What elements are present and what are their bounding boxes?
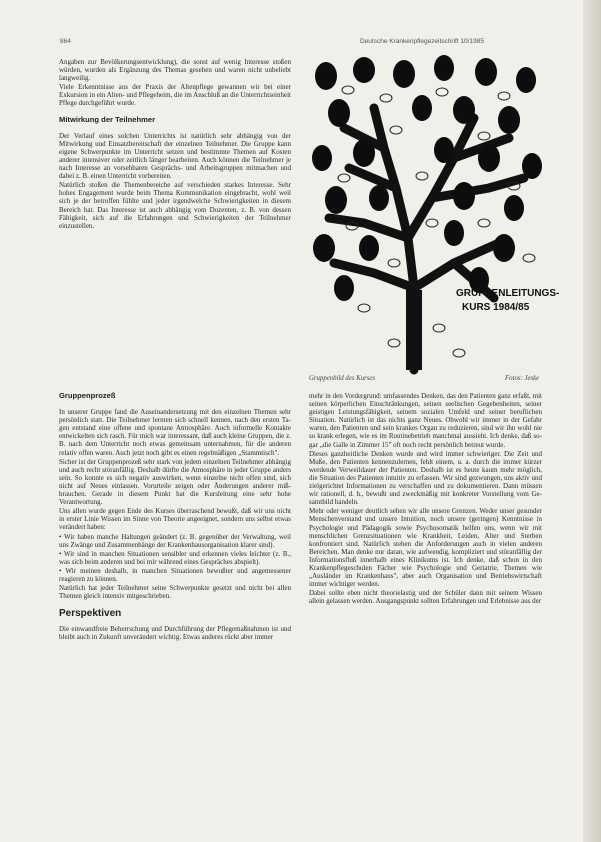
- bullet-item: • Wir sind in manchen Situationen sensibler und erkennen vieles leichter (z. B., was sich beim anderen und bei mir während eines Gespräches abspielt).: [59, 549, 291, 566]
- section-heading: Mitwirkung der Teilnehmer: [59, 114, 156, 124]
- page-edge-shadow: [583, 0, 601, 842]
- paragraph: Dabei sollte eben nicht theorielastig und der Schüler dann mit seinem Wissen allein gelassen werden. Ausgangspunkt sollten Erfahrungen und Erlebnisse aus der: [309, 589, 542, 606]
- sign-line-2: KURS 1984/85: [462, 302, 530, 313]
- paragraph: Angaben zur Bevölkerungsentwicklung), die sonst auf wenig Interesse stoßen würden, wurden als Ergänzung des Themas gesehen und waren nicht unbeliebt langweilig.: [59, 58, 291, 83]
- paragraph: Viele Erkenntnisse aus der Praxis der Altenpflege gewannen wir bei einer Exkursion in ein Alten- und Pflegeheim, die im Anschluß an die Unterrichtseinheit Pflege durchgeführt wurde.: [59, 83, 291, 108]
- paragraph: Mehr oder weniger deutlich sehen wir alle unsere Grenzen. Weder unser gesunder Menschenverstand und unsere Intuition, noch unsere (geringen) Kenntnisse in Psychologie und Pädagogik sowie Psychosomatik helfen uns, wenn wir mit menschlichen Grenzsituationen wie Krankheit, Leiden, Alter und Sterben konfrontiert sind. Natürlich stehen die Anforderungen auch in vielen anderen Bereichen. Man denke nur daran, wie aufwendig, kompliziert und störanfällig der Informationsfluß innerhalb eines Klinikums ist. Ich denke, daß schon in den Krankenpflegeschulen Fächer wie Psychologie und Geriatrie, Themen wie „Ausländer im Krankenhaus", aber auch Organisation und Betriebswirtschaft immer wichtiger werden.: [309, 507, 542, 589]
- bullet-item: • Wir meinen deshalb, in manchen Situationen bewußter und angemessener reagieren zu können.: [59, 566, 291, 583]
- left-column-top: [59, 58, 291, 231]
- left-column-bottom: [59, 392, 291, 643]
- paragraph: Sicher ist der Gruppenprozeß sehr stark von jedem einzelnen Teilnehmer abhängig und auch recht störanfällig. Deshalb dürfte die Atmosphäre in jeder Gruppe anders sein. So konnte es sich negativ auswirken, wenn einzelne nicht offen sind, sich nicht auf Neues einlassen. Vorurteile zeigen oder Änderungen anderer mißbrauchen. Gerade in diesem Punkt hat die Kursleitung eine sehr hohe Verantwortung.: [59, 457, 291, 507]
- paragraph: Natürlich stoßen die Themenbereiche auf verschieden starkes Interesse. Sehr hohes Engagement wurde beim Thema Kommunikation eingebracht, wohl weil sich je der betroffen fühlte und jeder irgendwelche Schwierigkeiten in diesem Bereich hat. Das Interesse ist auch abhängig vom Dozenten, z. B. von dessen Fähigkeit, sich auf die Erfahrungen und Schwierigkeiten der Teilnehmer einzustellen.: [59, 181, 291, 230]
- paragraph: Natürlich hat jeder Teilnehmer seine Schwerpunkte gesetzt und nicht bei allen Themen gleich intensiv mitgeschrieben.: [59, 584, 291, 601]
- paragraph: Uns allen wurde gegen Ende des Kurses überraschend bewußt, daß wir uns nicht in erster Linie Wissen im Sinne von Theorie angeeignet, sondern uns selbst etwas verändert haben:: [59, 507, 291, 532]
- photo-credit: Fotos: Jeske: [505, 375, 540, 382]
- paragraph: mehr in den Vordergrund: umfassendes Denken, das den Patienten ganz erfaßt, mit seinen körperlichen Einschränkungen, seinen seelischen Gegebenheiten, seiner geistigen Leistungsfähigkeit, seinem sozialen Umfeld und seiner beruflichen Situation. Natürlich ist das nichts ganz Neues. Obwohl wir immer in der Gefahr waren, den Patienten und sein krankes Organ zu reduzieren, sind wir ihn wohl nie so krank erlegen, wie es im Routinebetrieb manchmal aussieht. Ich denke, daß sogar „die Galle in Zimmer 15" oft noch recht persönlich betreut wurde.: [309, 392, 542, 449]
- bullet-item: • Wir haben manche Haltungen geändert (z. B. gegenüber der Verwaltung, weil uns Zwänge und Zusammenhänge der Krankenhausorganisation klarer sind).: [59, 532, 291, 549]
- paragraph: Die einwandfreie Beherrschung und Durchführung der Pflegemaßnahmen ist und bleibt auch in Zukunft unverändert wichtig. Etwas anderes rückt aber immer: [59, 625, 291, 642]
- paragraph: Dieses ganzheitliche Denken wurde und wird immer schwieriger. Die Zeit und Muße, den Patienten kennenzulernen, fehlt einem, u. a. durch die immer kürzer werdende Verweildauer der Patienten. Deshalb ist es heute kaum mehr möglich, die Situation des Patienten intuitiv zu erfassen. Wir sind gezwungen, uns aktiv und zielgerichtet Informationen zu verschaffen und zu dokumentieren. Dann müssen wir rationell, d. h., bewußt und zweckmäßig mit konkreter Vorstellung vom Gesamtbild handeln.: [309, 449, 542, 507]
- section-heading: Gruppenprozeß: [59, 391, 116, 400]
- paragraph: In unserer Gruppe fand die Auseinandersetzung mit den einzelnen Themen sehr persönlich statt. Die Teilnehmer lernten sich schnell kennen, nach den ersten Tagen entstand eine offene und spontane Atmosphäre. Auch informelle Kontakte entwickelten sich rasch. Für mich war interessant, daß auch kleine Gruppen, die z. B. nach dem Unterricht noch etwas gemeinsam unternahmen, für die anderen relativ offen waren. Auch jetzt noch gibt es einen regelmäßigen „Stammtisch".: [59, 408, 291, 457]
- section-heading: Perspektiven: [59, 608, 122, 620]
- right-column-bottom: [309, 392, 542, 606]
- tree-illustration: [304, 58, 560, 370]
- running-header: Deutsche Krankenpflegezeitschrift 10/1985: [360, 38, 484, 45]
- group-tree-figure: [304, 58, 560, 370]
- sign-line-1: GRUPPENLEITUNGS-: [456, 288, 560, 299]
- figure-caption: Gruppenbild des Kurses: [309, 375, 376, 382]
- paragraph: Der Verlauf eines solchen Unterrichts ist natürlich sehr abhängig von der Mitwirkung und Einsatzbereitschaft der einzelnen Teilnehmer. Die Gruppe kann eigene Schwerpunkte im Unterricht setzen und bestimmte Themen auf Kosten anderer intensiver oder zeitlich länger bearbeiten. Auch können die Teilnehmer je nach Interesse an vorsehbaren Gesprächs- und Arbeitsgruppen mitmachen und dabei z. B. einen Unterricht vorbereiten.: [59, 131, 291, 181]
- page-number: 864: [60, 38, 71, 45]
